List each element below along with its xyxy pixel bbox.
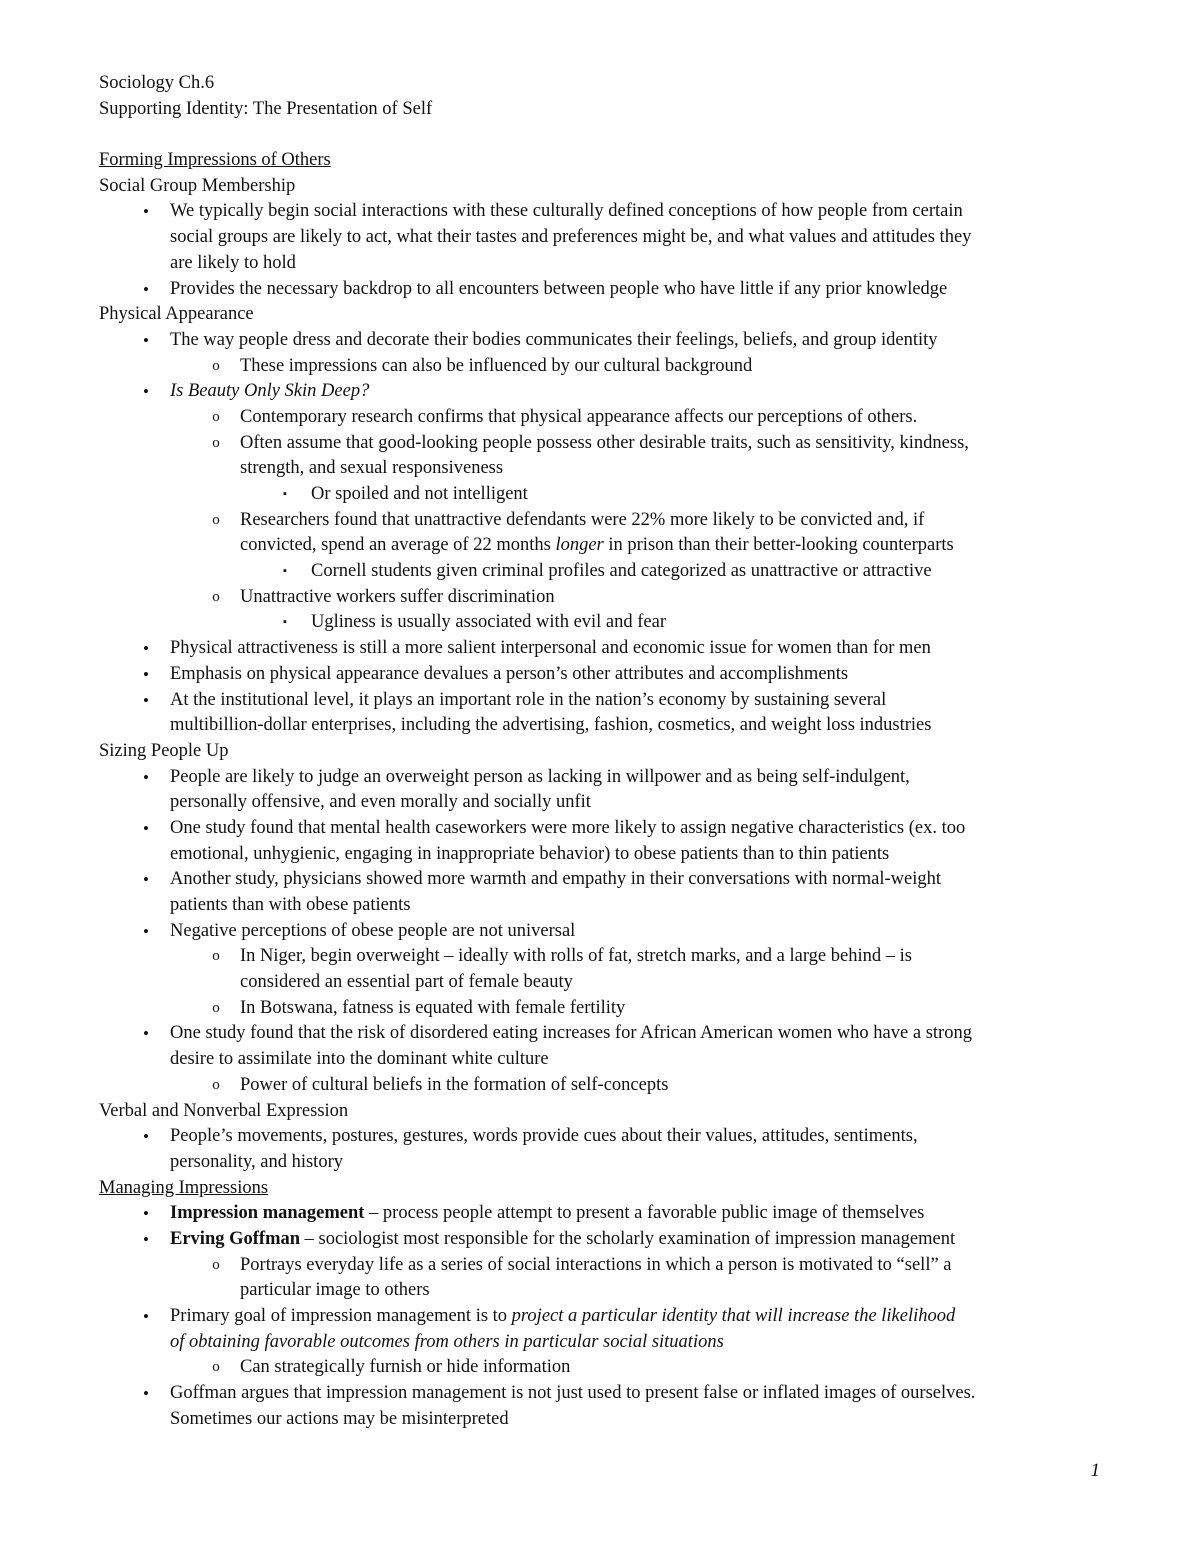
sub-bullet-marker: o	[212, 1359, 220, 1376]
bullet-item-continuation: patients than with obese patients	[170, 895, 411, 915]
bullet-item: • Primary goal of impression management is to project a particular identity that will increase the likelihood	[99, 1304, 1119, 1330]
bullet-marker: •	[143, 1229, 149, 1249]
subheading-sizing-people-up: Sizing People Up	[99, 740, 229, 761]
sub-bullet-item: o Can strategically furnish or hide information	[99, 1355, 1119, 1381]
sub-bullet-marker: o	[212, 357, 220, 374]
emphasis-text: project a particular identity that will increase the likelihood	[511, 1306, 956, 1326]
bullet-item-continuation: personally offensive, and even morally and socially unfit	[170, 792, 591, 813]
bullet-marker: •	[143, 202, 149, 222]
sub-bullet-marker: o	[212, 434, 220, 451]
bullet-item-continuation: social groups are likely to act, what their tastes and preferences might be, and what values and attitudes they	[170, 227, 972, 248]
bullet-item: • The way people dress and decorate their bodies communicates their feelings, beliefs, and group identity	[99, 328, 1119, 354]
bullet-marker: •	[143, 330, 149, 350]
bullet-marker: •	[143, 1307, 149, 1326]
bullet-item-continuation: of obtaining favorable outcomes from others in particular social situations	[170, 1331, 724, 1352]
bullet-marker: •	[143, 1204, 149, 1224]
page-number: 1	[1090, 1460, 1100, 1481]
bullet-item-continuation: emotional, unhygienic, engaging in inappropriate behavior) to obese patients than to thin patients	[170, 843, 890, 864]
bullet-item: • Physical attractiveness is still a more salient interpersonal and economic issue for women than for men	[99, 636, 1119, 662]
bullet-item: • Provides the necessary backdrop to all encounters between people who have little if any prior knowledge	[99, 277, 1119, 303]
bullet-item: • Negative perceptions of obese people are not universal	[99, 919, 1119, 945]
bullet-item: • People are likely to judge an overweight person as lacking in willpower and as being self-indulgent,	[99, 765, 1119, 791]
bullet-item-continuation: personality, and history	[170, 1151, 343, 1172]
sub-bullet-continuation: strength, and sexual responsiveness	[240, 458, 504, 479]
bullet-marker: •	[143, 1127, 149, 1147]
bullet-item-continuation: multibillion-dollar enterprises, including the advertising, fashion, cosmetics, and weight loss industries	[170, 715, 932, 736]
bullet-item-continuation: Sometimes our actions may be misinterpreted	[170, 1408, 509, 1429]
term-bold: Erving Goffman	[170, 1228, 301, 1249]
document-title: Sociology Ch.6	[99, 73, 215, 93]
sub-bullet-item: o In Botswana, fatness is equated with female fertility	[99, 996, 1119, 1022]
bullet-item-continuation: desire to assimilate into the dominant white culture	[170, 1049, 549, 1070]
sub-bullet-marker: o	[212, 948, 220, 965]
bullet-item: • At the institutional level, it plays an important role in the nation’s economy by sustaining several	[99, 688, 1119, 714]
bullet-item: • One study found that the risk of disordered eating increases for African American women who have a strong	[99, 1021, 1119, 1047]
subheading-verbal-nonverbal: Verbal and Nonverbal Expression	[99, 1100, 349, 1121]
sub-bullet-marker: o	[212, 511, 220, 528]
subheading-physical-appearance: Physical Appearance	[99, 304, 254, 325]
sub-bullet-item: o Researchers found that unattractive defendants were 22% more likely to be convicted and, if	[99, 508, 1119, 534]
subheading-social-group-membership: Social Group Membership	[99, 175, 296, 196]
sub-bullet-marker: o	[212, 1256, 220, 1273]
bullet-marker: •	[143, 1024, 149, 1044]
sub-bullet-marker: o	[212, 408, 220, 425]
sub-bullet-continuation: convicted, spend an average of 22 months longer in prison than their better-looking counterparts	[240, 535, 954, 556]
bullet-marker: •	[143, 639, 149, 659]
sub-bullet-item: o In Niger, begin overweight – ideally with rolls of fat, stretch marks, and a large behind – is	[99, 944, 1119, 970]
sub-bullet-continuation: considered an essential part of female beauty	[240, 972, 573, 993]
bullet-marker: •	[143, 921, 149, 941]
bullet-item: • Emphasis on physical appearance devalues a person’s other attributes and accomplishments	[99, 662, 1119, 688]
section-heading-managing-impressions: Managing Impressions	[99, 1177, 269, 1198]
bullet-item: • We typically begin social interactions with these culturally defined conceptions of how people from certain	[99, 199, 1119, 225]
square-bullet-marker: ▪	[283, 565, 287, 578]
bullet-marker: •	[143, 690, 149, 710]
document-page	[99, 71, 1119, 1432]
square-bullet-marker: ▪	[283, 488, 287, 500]
sub-bullet-marker: o	[212, 999, 220, 1016]
bullet-item: • Another study, physicians showed more warmth and empathy in their conversations with normal-weight	[99, 867, 1119, 893]
sub-bullet-continuation: particular image to others	[240, 1280, 430, 1301]
bullet-item: • Is Beauty Only Skin Deep?	[99, 379, 1119, 405]
sub-bullet-item: o These impressions can also be influenced by our cultural background	[99, 354, 1119, 380]
bullet-item: • One study found that mental health caseworkers were more likely to assign negative characteristics (ex. too	[99, 816, 1119, 842]
section-heading-forming-impressions: Forming Impressions of Others	[99, 150, 331, 171]
bullet-marker: •	[143, 1384, 149, 1404]
bullet-marker: •	[143, 382, 149, 402]
sub-bullet-item: o Power of cultural beliefs in the formation of self-concepts	[99, 1073, 1119, 1099]
square-bullet-item: ▪ Cornell students given criminal profiles and categorized as unattractive or attractive	[99, 559, 1119, 585]
bullet-item: • Impression management – process people attempt to present a favorable public image of themselves	[99, 1201, 1119, 1227]
bullet-marker: •	[143, 870, 149, 890]
bullet-marker: •	[143, 767, 149, 787]
bullet-item: • People’s movements, postures, gestures, words provide cues about their values, attitudes, sentiments,	[99, 1124, 1119, 1150]
sub-bullet-item: o Often assume that good-looking people possess other desirable traits, such as sensitivity, kindness,	[99, 431, 1119, 457]
sub-bullet-item: o Contemporary research confirms that physical appearance affects our perceptions of others.	[99, 405, 1119, 431]
sub-bullet-item: o Unattractive workers suffer discrimination	[99, 585, 1119, 611]
square-bullet-marker: ▪	[283, 616, 287, 629]
bullet-marker: •	[143, 818, 149, 838]
square-bullet-item: ▪ Ugliness is usually associated with evil and fear	[99, 610, 1119, 636]
bullet-item-continuation: are likely to hold	[170, 252, 296, 273]
bullet-marker: •	[143, 279, 149, 299]
bullet-item: • Erving Goffman – sociologist most responsible for the scholarly examination of impression management	[99, 1227, 1119, 1253]
bullet-item: • Goffman argues that impression management is not just used to present false or inflated images of ourselves.	[99, 1381, 1119, 1407]
emphasis-text: longer	[555, 535, 604, 556]
bullet-marker: •	[143, 664, 149, 684]
sub-bullet-marker: o	[212, 588, 220, 605]
term-bold: Impression management	[170, 1203, 365, 1224]
sub-bullet-marker: o	[212, 1076, 220, 1093]
document-subtitle: Supporting Identity: The Presentation of Self	[99, 98, 433, 119]
sub-bullet-item: o Portrays everyday life as a series of social interactions in which a person is motivated to “sell” a	[99, 1253, 1119, 1279]
blank-line	[99, 122, 1119, 148]
square-bullet-item: ▪ Or spoiled and not intelligent	[99, 482, 1119, 508]
